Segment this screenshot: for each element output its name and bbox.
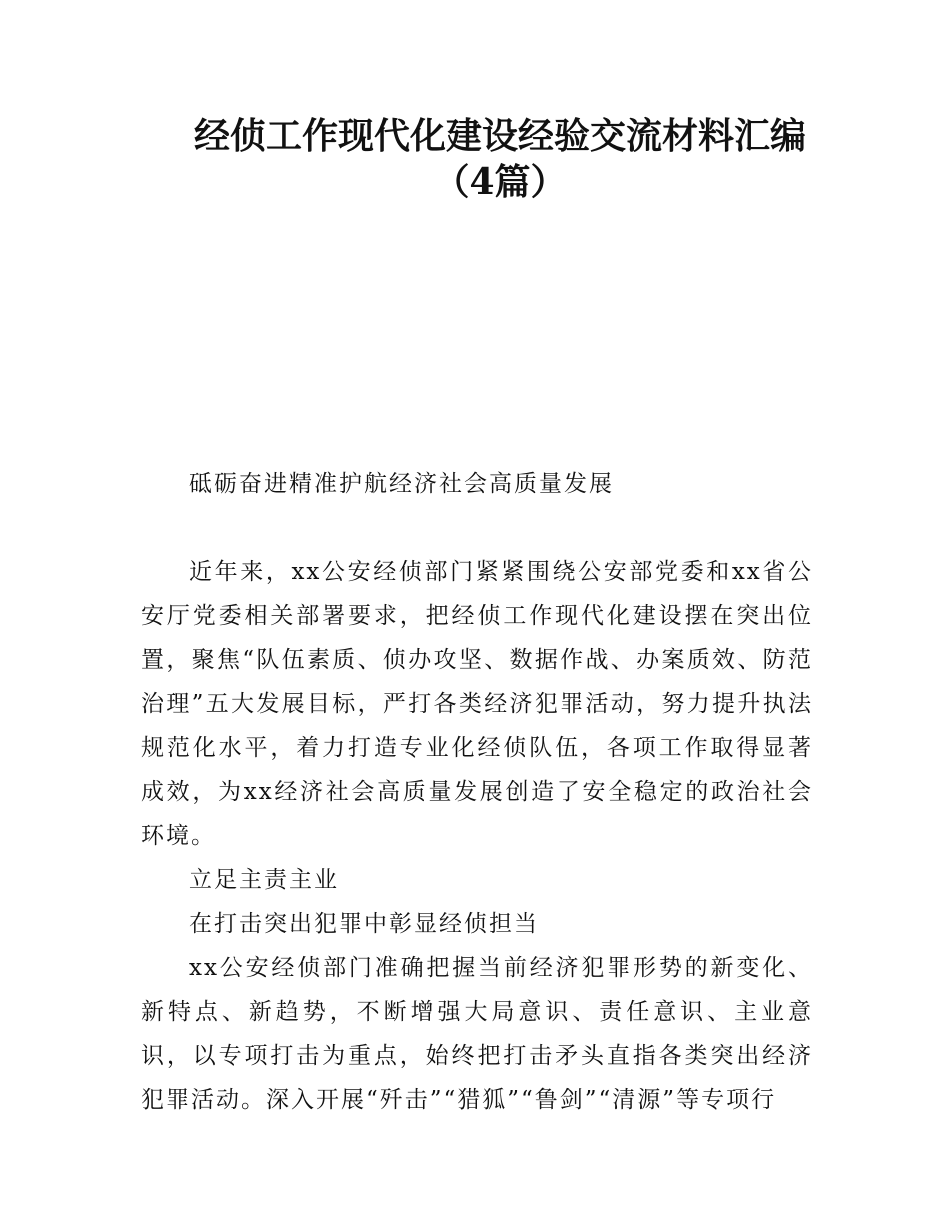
document-body (141, 462, 813, 1122)
subheading-2: 在打击突出犯罪中彰显经侦担当 (189, 911, 539, 937)
blank-line (141, 506, 813, 550)
subheading-1: 立足主责主业 (189, 867, 339, 893)
section-heading: 砥砺奋进精准护航经济社会高质量发展 (189, 471, 614, 497)
document-title-line-1: 经侦工作现代化建设经验交流材料汇编 (193, 115, 806, 157)
body-paragraph-2: xx公安经侦部门准确把握当前经济犯罪形势的新变化、新特点、新趋势，不断增强大局意识、责任意识、主业意识，以专项打击为重点，始终把打击矛头直指各类突出经济犯罪活动。深入开展“歼击”“猎狐”“鲁剑”“清源”等专项行 (141, 955, 813, 1113)
body-paragraph-intro: 近年来，xx公安经侦部门紧紧围绕公安部党委和xx省公安厅党委相关部署要求，把经侦工作现代化建设摆在突出位置，聚焦“队伍素质、侦办攻坚、数据作战、办案质效、防范治理”五大发展目标，严打各类经济犯罪活动，努力提升执法规范化水平，着力打造专业化经侦队伍，各项工作取得显著成效，为xx经济社会高质量发展创造了安全稳定的政治社会环境。 (141, 559, 813, 849)
document-title-line-2: （4篇） (433, 161, 567, 203)
